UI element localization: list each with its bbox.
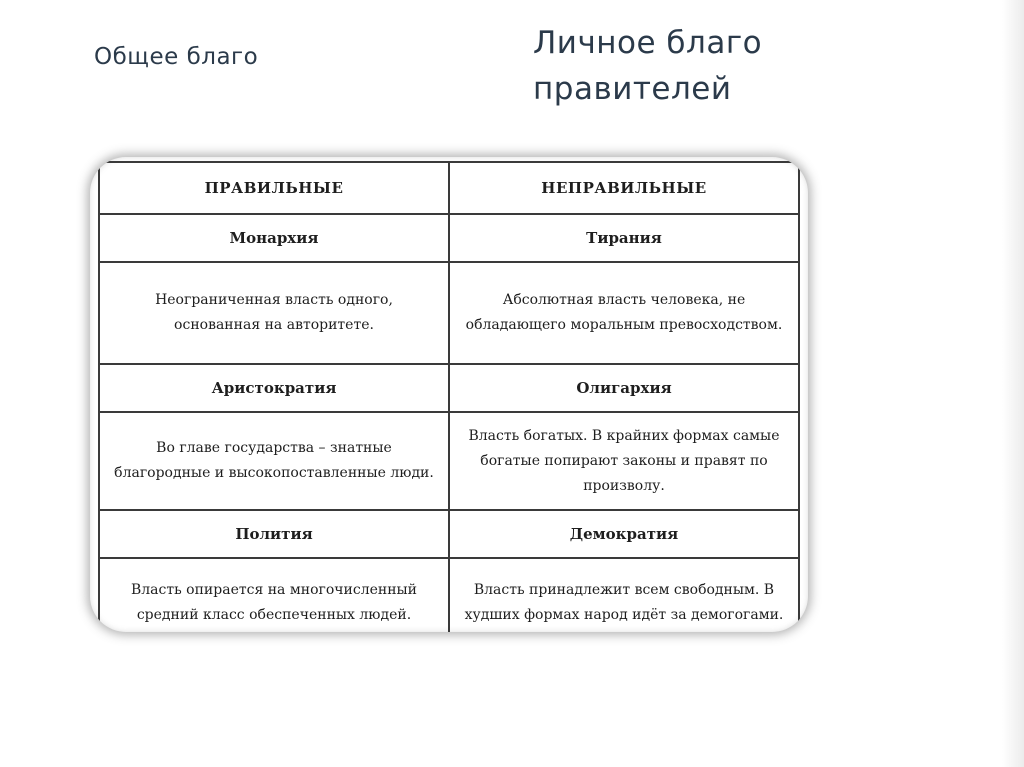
form-desc-oligarchy: Власть богатых. В крайних формах самые богатые попирают законы и правят по произволу.: [449, 412, 799, 510]
form-desc-polity: Власть опирается на многочисленный средний класс обеспеченных людей.: [99, 558, 449, 632]
form-desc-tyranny: Абсолютная власть человека, не обладающего моральным превосходством.: [449, 262, 799, 364]
column-header-incorrect: НЕПРАВИЛЬНЫЕ: [449, 162, 799, 214]
table-header-row: [99, 162, 799, 214]
form-name-tyranny: Тирания: [449, 214, 799, 262]
table-image-frame: [90, 157, 808, 632]
form-desc-monarchy: Неограниченная власть одного, основанная на авторитете.: [99, 262, 449, 364]
slide-edge-shadow: [1002, 0, 1024, 767]
table-row: [99, 510, 799, 558]
form-desc-aristocracy: Во главе государства – знатные благородные и высокопоставленные люди.: [99, 412, 449, 510]
heading-common-good: Общее благо: [94, 44, 259, 70]
column-header-correct: ПРАВИЛЬНЫЕ: [99, 162, 449, 214]
forms-of-government-table: [98, 161, 800, 632]
table-row: [99, 412, 799, 510]
form-name-polity: Полития: [99, 510, 449, 558]
form-name-monarchy: Монархия: [99, 214, 449, 262]
form-name-aristocracy: Аристократия: [99, 364, 449, 412]
form-name-oligarchy: Олигархия: [449, 364, 799, 412]
table-row: [99, 214, 799, 262]
table-row: [99, 364, 799, 412]
table-row: [99, 262, 799, 364]
heading-personal-good: Личное благо правителей: [533, 25, 763, 107]
table-row: [99, 558, 799, 632]
form-desc-democracy: Власть принадлежит всем свободным. В худших формах народ идёт за демогогами.: [449, 558, 799, 632]
form-name-democracy: Демократия: [449, 510, 799, 558]
